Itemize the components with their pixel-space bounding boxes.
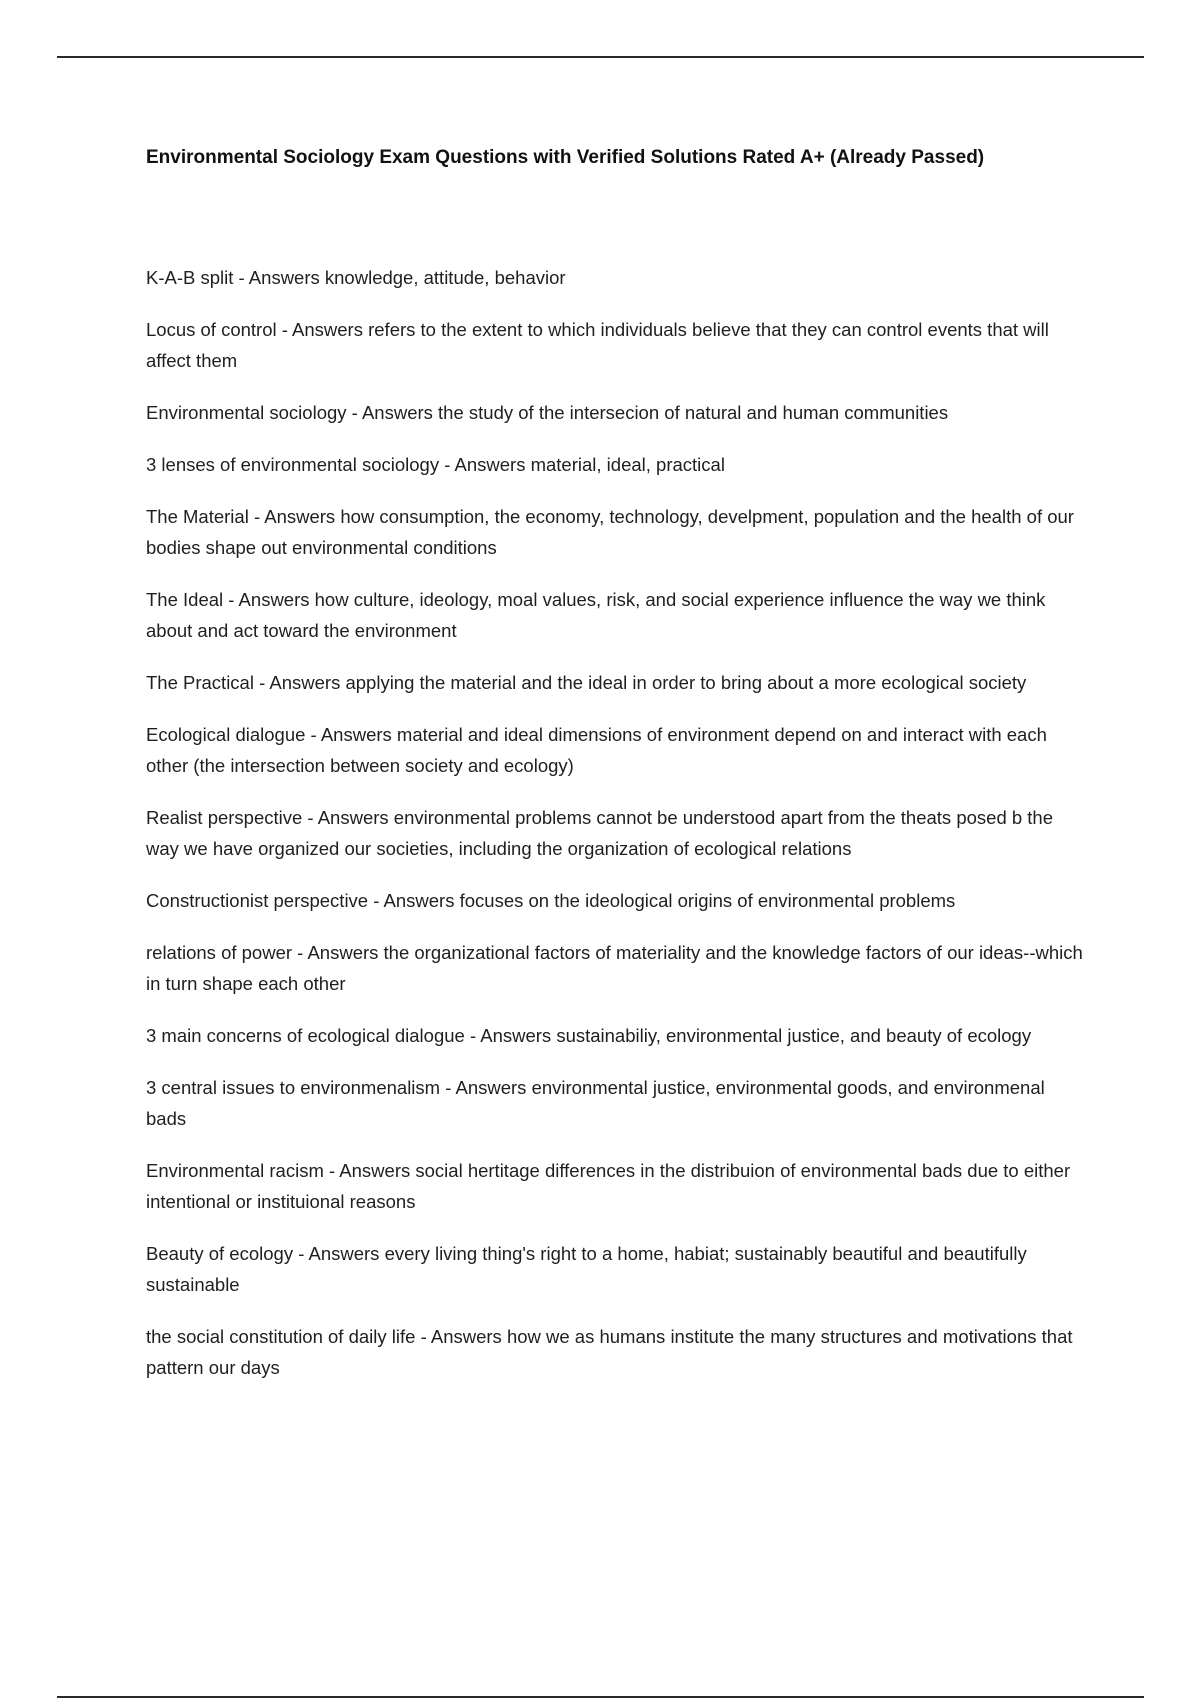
qa-separator: - Answers <box>276 319 369 340</box>
qa-item <box>146 802 1086 864</box>
qa-separator: - Answers <box>440 1077 532 1098</box>
qa-separator: - Answers <box>293 1243 385 1264</box>
qa-term: Beauty of ecology <box>146 1243 294 1264</box>
qa-item <box>146 1072 1086 1134</box>
bottom-rule <box>57 1696 1144 1698</box>
qa-item <box>146 449 1086 480</box>
qa-separator: - Answers <box>368 890 460 911</box>
qa-term: Ecological dialogue <box>146 724 306 745</box>
qa-term: 3 central issues to environmenalism <box>146 1077 441 1098</box>
qa-term: Environmental sociology <box>146 402 347 423</box>
qa-item <box>146 397 1086 428</box>
qa-separator: - Answers <box>292 942 384 963</box>
qa-separator: - Answers <box>464 1025 557 1046</box>
qa-item <box>146 1321 1086 1383</box>
qa-item <box>146 1155 1086 1217</box>
qa-term: K-A-B split <box>146 267 234 288</box>
qa-separator: - Answers <box>323 1160 416 1181</box>
qa-answer: the organizational factors of materiality and the knowledge factors of our ideas--which in turn shape each other <box>146 942 1083 994</box>
qa-item <box>146 262 1086 293</box>
qa-term: The Material <box>146 506 249 527</box>
qa-item <box>146 584 1086 646</box>
qa-term: The Practical <box>146 672 254 693</box>
qa-item <box>146 1020 1086 1051</box>
qa-term: Locus of control <box>146 319 277 340</box>
document-body <box>146 144 1086 1404</box>
qa-term: Environmental racism <box>146 1160 324 1181</box>
qa-item <box>146 719 1086 781</box>
qa-item <box>146 937 1086 999</box>
qa-separator: - Answers <box>248 506 341 527</box>
qa-separator: - Answers <box>253 672 346 693</box>
qa-item <box>146 667 1086 698</box>
qa-answer: knowledge, attitude, behavior <box>324 267 566 288</box>
qa-answer: how we as humans institute the many structures and motivations that pattern our days <box>146 1326 1073 1378</box>
qa-answer: every living thing's right to a home, habiat; sustainably beautiful and beautifully sustainable <box>146 1243 1027 1295</box>
qa-list <box>146 262 1086 1383</box>
qa-answer: material, ideal, practical <box>530 454 725 475</box>
qa-separator: - Answers <box>305 724 397 745</box>
qa-answer: sustainabiliy, environmental justice, and beauty of ecology <box>556 1025 1032 1046</box>
qa-answer: environmental problems cannot be understood apart from the theats posed b the way we have organized our societies, including the organization of ecological relations <box>146 807 1054 859</box>
qa-term: Constructionist perspective <box>146 890 369 911</box>
qa-term: 3 main concerns of ecological dialogue <box>146 1025 465 1046</box>
qa-answer: how culture, ideology, moal values, risk, and social experience influence the way we think about and act toward the environment <box>146 589 1046 641</box>
qa-term: 3 lenses of environmental sociology <box>146 454 440 475</box>
qa-item <box>146 885 1086 916</box>
qa-answer: material and ideal dimensions of environment depend on and interact with each other (the intersection between society and ecology) <box>146 724 1047 776</box>
top-rule <box>57 56 1144 58</box>
qa-separator: - Answers <box>415 1326 507 1347</box>
qa-separator: - Answers <box>233 267 325 288</box>
qa-answer: social hertitage differences in the distribuion of environmental bads due to either intentional or instituional reasons <box>146 1160 1071 1212</box>
qa-answer: how consumption, the economy, technology, develpment, population and the health of our bodies shape out environmental conditions <box>146 506 1074 558</box>
qa-term: The Ideal <box>146 589 224 610</box>
qa-separator: - Answers <box>302 807 394 828</box>
qa-item <box>146 1238 1086 1300</box>
qa-answer: focuses on the ideological origins of environmental problems <box>459 890 956 911</box>
qa-item <box>146 314 1086 376</box>
qa-item <box>146 501 1086 563</box>
qa-separator: - Answers <box>439 454 531 475</box>
qa-answer: refers to the extent to which individuals believe that they can control events that will affect them <box>146 319 1049 371</box>
qa-term: Realist perspective <box>146 807 303 828</box>
qa-answer: applying the material and the ideal in order to bring about a more ecological society <box>345 672 1027 693</box>
qa-answer: environmental justice, environmental goods, and environmenal bads <box>146 1077 1045 1129</box>
qa-term: the social constitution of daily life <box>146 1326 416 1347</box>
qa-answer: the study of the intersecion of natural and human communities <box>438 402 949 423</box>
document-title: Environmental Sociology Exam Questions with Verified Solutions Rated A+ (Already Passed) <box>146 147 985 168</box>
qa-term: relations of power <box>146 942 293 963</box>
qa-separator: - Answers <box>223 589 315 610</box>
qa-separator: - Answers <box>346 402 439 423</box>
